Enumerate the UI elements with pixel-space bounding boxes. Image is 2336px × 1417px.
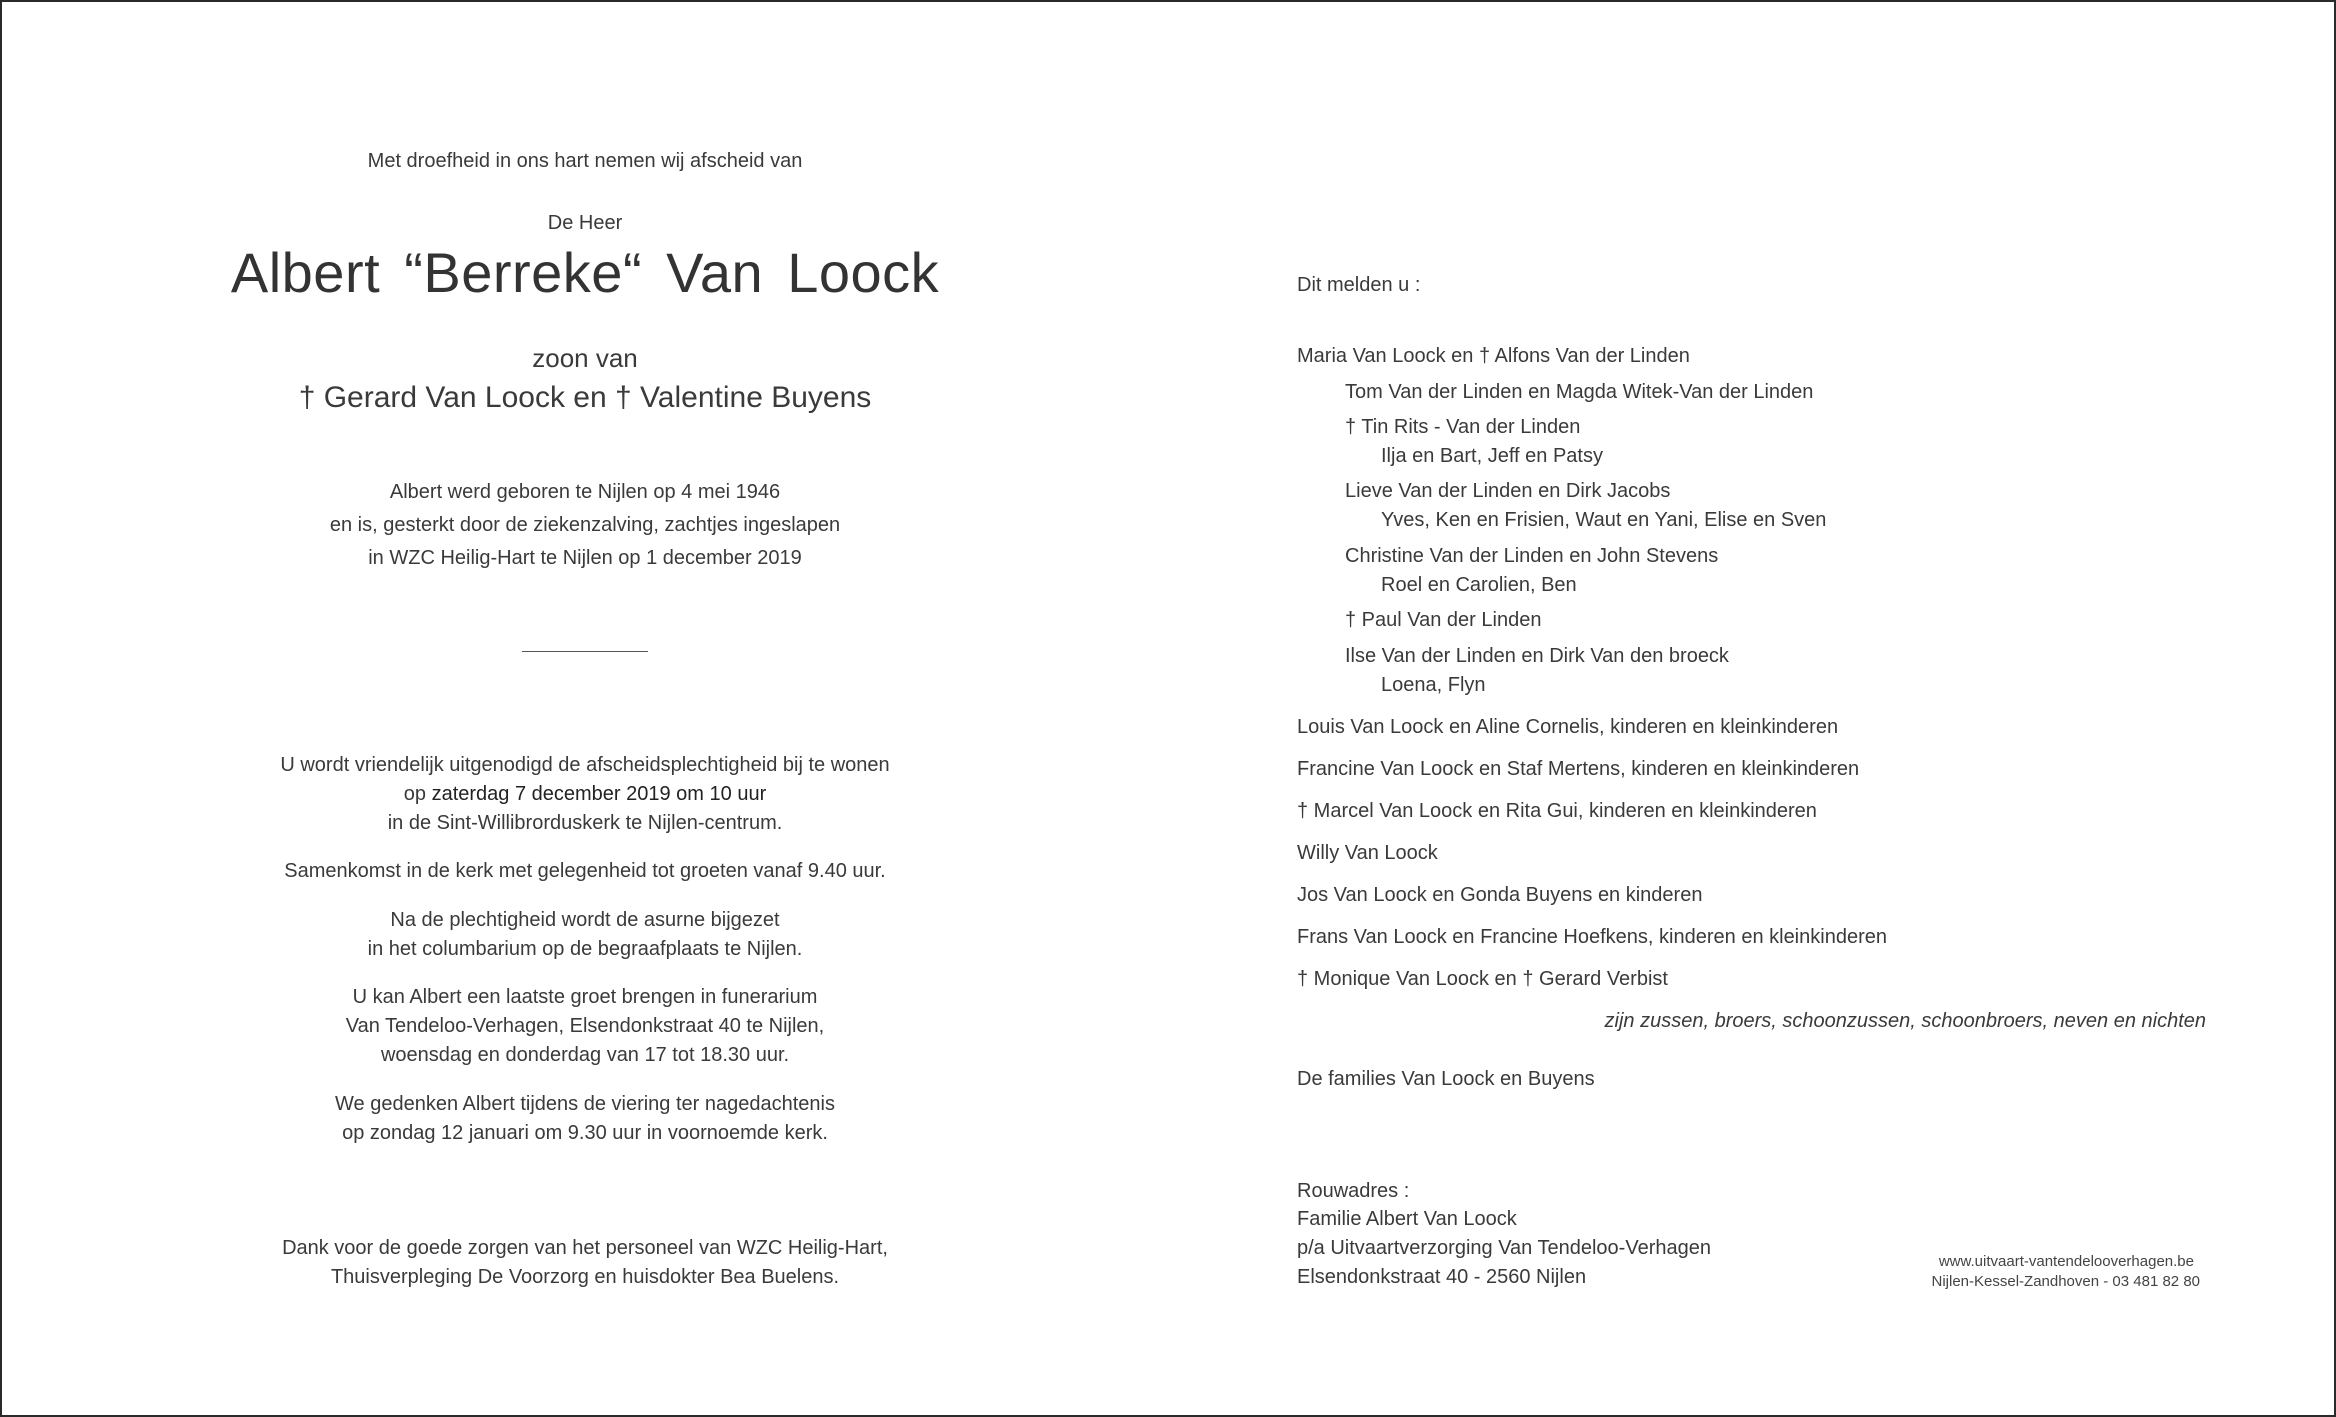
thanks-line-1: Dank voor de goede zorgen van het personeel van WZC Heilig-Hart, (282, 1237, 888, 1259)
family-line: Francine Van Loock en Staf Mertens, kinderen en kleinkinderen (1297, 758, 1860, 780)
announce-text: Dit melden u : (1297, 274, 1421, 296)
funeral-website[interactable]: www.uitvaart-vantendelooverhagen.be (1938, 1253, 2194, 1270)
funeral-locations-phone: Nijlen-Kessel-Zandhoven - 03 481 82 80 (1931, 1273, 2200, 1290)
intro-text: Met droefheid in ons hart nemen wij afscheid van (367, 150, 803, 172)
urn-line-1: Na de plechtigheid wordt de asurne bijgezet (390, 909, 780, 931)
memorial-line-1: We gedenken Albert tijdens de viering ter nagedachtenis (335, 1093, 835, 1115)
family-line: † Paul Van der Linden (1345, 609, 1542, 631)
parents-text: † Gerard Van Loock en † Valentine Buyens (298, 381, 872, 414)
address-line: Familie Albert Van Loock (1297, 1208, 1517, 1230)
ceremony-date: zaterdag 7 december 2019 om 10 uur (431, 783, 767, 805)
family-line: Yves, Ken en Frisien, Waut en Yani, Elise en Sven (1381, 509, 1827, 531)
family-line: Lieve Van der Linden en Dirk Jacobs (1345, 480, 1671, 502)
families-text: De families Van Loock en Buyens (1297, 1068, 1595, 1090)
invite-line-2 (404, 783, 766, 806)
gathering-text: Samenkomst in de kerk met gelegenheid tot groeten vanaf 9.40 uur. (284, 860, 886, 882)
visit-line-2: Van Tendeloo-Verhagen, Elsendonkstraat 40 te Nijlen, (345, 1015, 825, 1037)
bio-line-3: in WZC Heilig-Hart te Nijlen op 1 december 2019 (368, 547, 802, 569)
family-line: Maria Van Loock en † Alfons Van der Linden (1297, 345, 1690, 367)
family-line: † Tin Rits - Van der Linden (1345, 416, 1581, 438)
family-line: Loena, Flyn (1381, 674, 1486, 696)
family-line: Ilse Van der Linden en Dirk Van den broeck (1345, 645, 1729, 667)
family-line: Ilja en Bart, Jeff en Patsy (1381, 445, 1603, 467)
family-line: Frans Van Loock en Francine Hoefkens, kinderen en kleinkinderen (1297, 926, 1887, 948)
bio-line-1: Albert werd geboren te Nijlen op 4 mei 1946 (389, 481, 781, 503)
family-line: Willy Van Loock (1297, 842, 1438, 864)
memorial-line-2: op zondag 12 januari om 9.30 uur in voornoemde kerk. (342, 1122, 828, 1144)
deceased-name: Albert “Berreke“ Van Loock (230, 241, 940, 304)
family-line: † Marcel Van Loock en Rita Gui, kinderen en kleinkinderen (1297, 800, 1817, 822)
address-line: p/a Uitvaartverzorging Van Tendeloo-Verhagen (1297, 1237, 1711, 1259)
visit-line-1: U kan Albert een laatste groet brengen in funerarium (352, 986, 818, 1008)
invite-line-3: in de Sint-Willibrorduskerk te Nijlen-centrum. (387, 812, 783, 834)
address-label: Rouwadres : (1297, 1180, 1410, 1202)
relations-text: zijn zussen, broers, schoonzussen, schoonbroers, neven en nichten (1604, 1010, 2206, 1032)
urn-line-2: in het columbarium op de begraafplaats te Nijlen. (367, 938, 803, 960)
invite-line-1: U wordt vriendelijk uitgenodigd de afscheidsplechtigheid bij te wonen (280, 754, 890, 776)
son-of-text: zoon van (532, 343, 638, 373)
address-line: Elsendonkstraat 40 - 2560 Nijlen (1297, 1266, 1587, 1288)
right-column (1297, 0, 2297, 1417)
family-line: Jos Van Loock en Gonda Buyens en kinderen (1297, 884, 1703, 906)
title-text: De Heer (547, 212, 623, 234)
thanks-line-2: Thuisverpleging De Voorzorg en huisdokter Bea Buelens. (330, 1266, 840, 1288)
invite-prefix: op (403, 783, 432, 805)
family-line: Roel en Carolien, Ben (1381, 574, 1577, 596)
family-line: Christine Van der Linden en John Stevens (1345, 545, 1719, 567)
family-line: † Monique Van Loock en † Gerard Verbist (1297, 968, 1668, 990)
family-line: Louis Van Loock en Aline Cornelis, kinderen en kleinkinderen (1297, 716, 1839, 738)
visit-line-3: woensdag en donderdag van 17 tot 18.30 uur. (380, 1044, 790, 1066)
bio-line-2: en is, gesterkt door de ziekenzalving, zachtjes ingeslapen (329, 514, 841, 536)
family-line: Tom Van der Linden en Magda Witek-Van der Linden (1345, 381, 1814, 403)
divider-line (522, 651, 648, 652)
